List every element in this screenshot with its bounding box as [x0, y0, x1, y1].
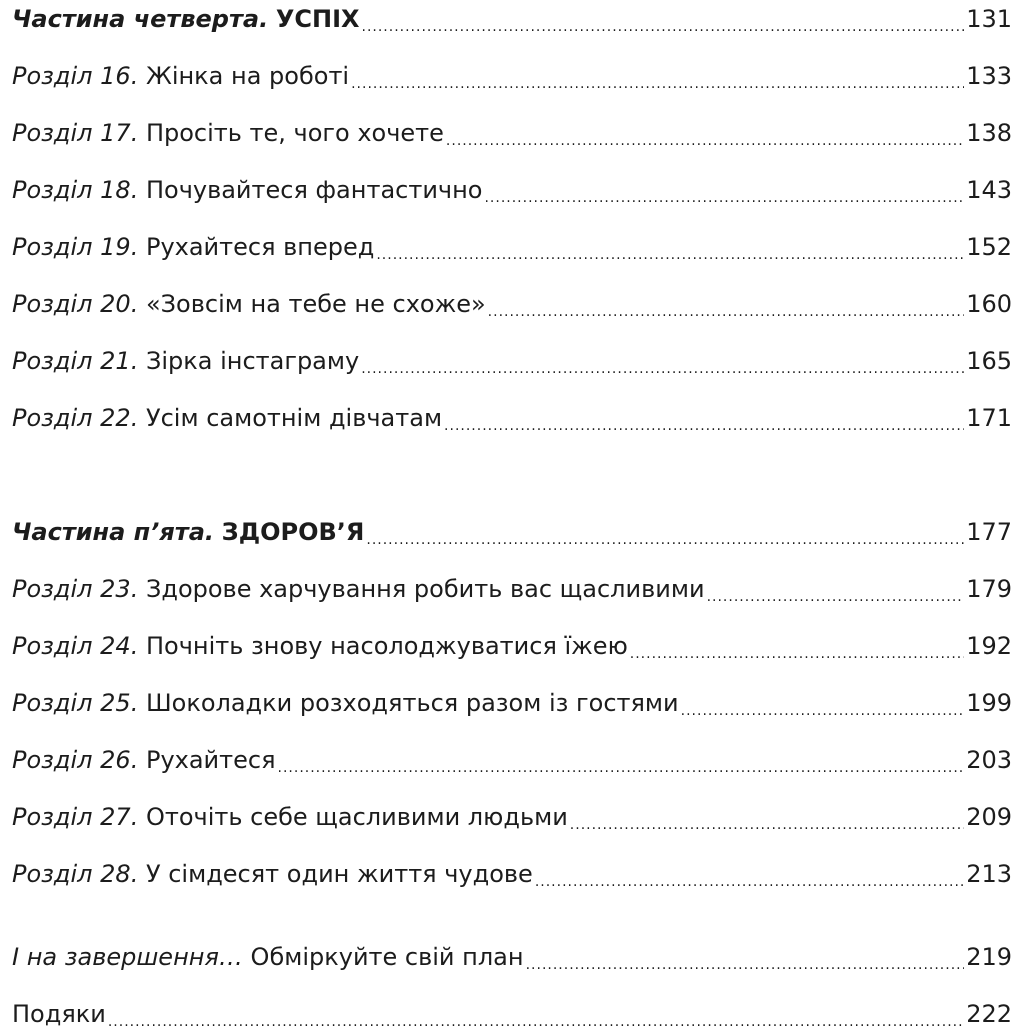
chapter-prefix: Розділ 28.: [12, 860, 139, 888]
dot-leader: [526, 942, 965, 972]
toc-closing-entry[interactable]: [12, 938, 1012, 972]
chapter-prefix: Розділ 20.: [12, 290, 139, 318]
dot-leader: [681, 688, 965, 718]
chapter-title: Усім самотнім дівчатам: [145, 404, 443, 432]
chapter-title: Почувайтеся фантастично: [145, 176, 483, 204]
chapter-title: Зірка інстаграму: [145, 347, 360, 375]
chapter-prefix: Розділ 18.: [12, 176, 139, 204]
page-number: 171: [966, 404, 1012, 432]
dot-leader: [361, 346, 964, 376]
chapter-prefix: Розділ 21.: [12, 347, 139, 375]
chapter-title: У сімдесят один життя чудове: [145, 860, 533, 888]
chapter-title: Шоколадки розходяться разом із гостями: [145, 689, 679, 717]
page-number: 138: [966, 119, 1012, 147]
page-number: 165: [966, 347, 1012, 375]
toc-chapter-entry[interactable]: [12, 171, 1012, 205]
page-number: 209: [966, 803, 1012, 831]
toc-part-heading[interactable]: [12, 513, 1012, 547]
chapter-title: Рухайтеся: [145, 746, 276, 774]
toc-chapter-entry[interactable]: [12, 114, 1012, 148]
chapter-title: Рухайтеся вперед: [145, 233, 375, 261]
closing-prefix: І на завершення…: [12, 943, 243, 971]
part-prefix: Частина четверта.: [12, 5, 269, 33]
dot-leader: [376, 232, 964, 262]
toc-chapter-entry[interactable]: [12, 228, 1012, 262]
toc-chapter-entry[interactable]: [12, 684, 1012, 718]
toc-chapter-entry[interactable]: [12, 342, 1012, 376]
chapter-prefix: Розділ 17.: [12, 119, 139, 147]
page-number: 192: [966, 632, 1012, 660]
part-prefix: Частина п’ята.: [12, 518, 215, 546]
toc-chapter-entry[interactable]: [12, 570, 1012, 604]
chapter-prefix: Розділ 23.: [12, 575, 139, 603]
page-number: 222: [966, 1000, 1012, 1028]
chapter-title: Просіть те, чого хочете: [145, 119, 444, 147]
page-number: 199: [966, 689, 1012, 717]
chapter-title: Почніть знову насолоджуватися їжею: [145, 632, 628, 660]
page-number: 213: [966, 860, 1012, 888]
page-number: 131: [966, 5, 1012, 33]
closing-title: Обміркуйте свій план: [250, 943, 524, 971]
dot-leader: [484, 175, 964, 205]
page-number: 177: [966, 518, 1012, 546]
dot-leader: [366, 517, 964, 547]
dot-leader: [707, 574, 965, 604]
chapter-title: Здорове харчування робить вас щасливими: [145, 575, 705, 603]
dot-leader: [630, 631, 964, 661]
toc-chapter-entry[interactable]: [12, 798, 1012, 832]
chapter-prefix: Розділ 26.: [12, 746, 139, 774]
chapter-prefix: Розділ 16.: [12, 62, 139, 90]
chapter-prefix: Розділ 24.: [12, 632, 139, 660]
dot-leader: [446, 118, 964, 148]
toc-chapter-entry[interactable]: [12, 855, 1012, 889]
thanks-title: Подяки: [12, 1000, 106, 1028]
part-title: УСПІХ: [275, 5, 360, 33]
toc-chapter-entry[interactable]: [12, 399, 1012, 433]
page-number: 203: [966, 746, 1012, 774]
chapter-prefix: Розділ 27.: [12, 803, 139, 831]
toc-chapter-entry[interactable]: [12, 57, 1012, 91]
chapter-prefix: Розділ 25.: [12, 689, 139, 717]
toc-chapter-entry[interactable]: [12, 285, 1012, 319]
page-number: 133: [966, 62, 1012, 90]
dot-leader: [278, 745, 965, 775]
dot-leader: [362, 4, 965, 34]
page-number: 160: [966, 290, 1012, 318]
chapter-title: «Зовсім на тебе не схоже»: [145, 290, 486, 318]
part-title: ЗДОРОВ’Я: [221, 518, 365, 546]
page-number: 152: [966, 233, 1012, 261]
toc-chapter-entry[interactable]: [12, 627, 1012, 661]
toc-part-heading[interactable]: [12, 0, 1012, 34]
dot-leader: [488, 289, 965, 319]
dot-leader: [570, 802, 964, 832]
page-number: 219: [966, 943, 1012, 971]
chapter-prefix: Розділ 19.: [12, 233, 139, 261]
toc-chapter-entry[interactable]: [12, 741, 1012, 775]
page-number: 143: [966, 176, 1012, 204]
dot-leader: [351, 61, 964, 91]
page-number: 179: [966, 575, 1012, 603]
chapter-prefix: Розділ 22.: [12, 404, 139, 432]
dot-leader: [108, 999, 964, 1029]
dot-leader: [535, 859, 964, 889]
chapter-title: Жінка на роботі: [145, 62, 350, 90]
chapter-title: Оточіть себе щасливими людьми: [145, 803, 568, 831]
dot-leader: [444, 403, 964, 433]
